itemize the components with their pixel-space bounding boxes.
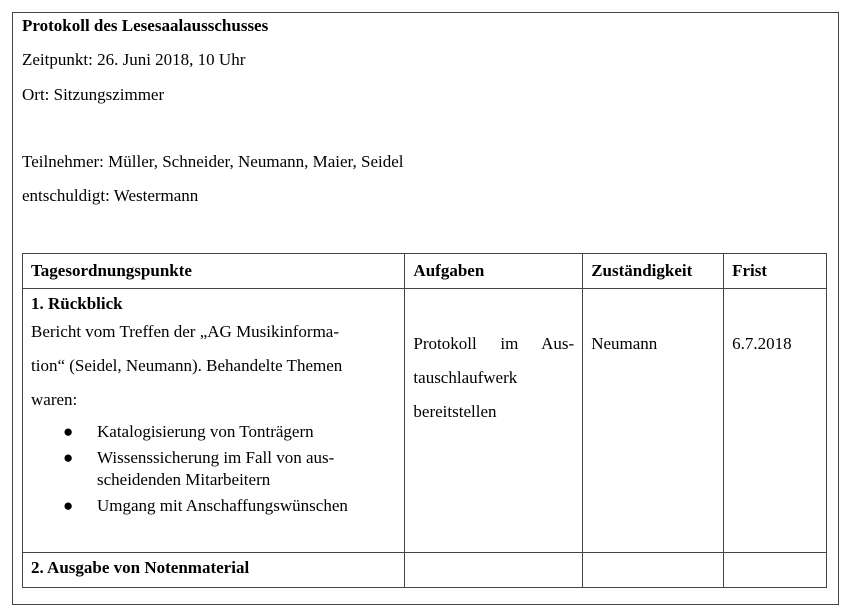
responsible-value: Neumann [591, 334, 658, 353]
meeting-location: Ort: Sitzungszimmer [22, 85, 165, 104]
responsible-cell [583, 553, 724, 588]
table-header-row [23, 254, 827, 289]
task-text-line: Protokoll im Aus- [413, 334, 575, 353]
meeting-time: Zeitpunkt: 26. Juni 2018, 10 Uhr [22, 50, 246, 69]
agenda-item-cell [23, 553, 405, 588]
table-row [23, 553, 827, 588]
column-header: Frist [724, 254, 827, 289]
task-cell [405, 553, 583, 588]
agenda-item-title: 1. Rückblick [31, 294, 123, 313]
column-header: Tagesordnungspunkte [23, 254, 405, 289]
agenda-item-text-line: tion“ (Seidel, Neumann). Behandelte Themen [31, 356, 343, 375]
excused: entschuldigt: Westermann [22, 186, 199, 205]
responsible-cell [583, 289, 724, 553]
task-text-line: tauschlaufwerk [413, 368, 518, 387]
list-item: ● Umgang mit Anschaffungswünschen [63, 496, 348, 515]
agenda-item-text-line: waren: [31, 390, 78, 409]
deadline-cell [724, 553, 827, 588]
agenda-item-title: 2. Ausgabe von Notenmaterial [31, 558, 250, 577]
column-header: Aufgaben [405, 254, 583, 289]
agenda-item-cell [23, 289, 405, 553]
topic-list [31, 419, 396, 519]
list-item: ● Katalogisierung von Tonträgern [63, 422, 314, 441]
agenda-item-text-line: Bericht vom Treffen der „AG Musikinforma- [31, 322, 339, 341]
column-header: Zuständigkeit [583, 254, 724, 289]
task-cell [405, 289, 583, 553]
deadline-value: 6.7.2018 [732, 334, 792, 353]
task-text-line: bereitstellen [413, 402, 497, 421]
participants: Teilnehmer: Müller, Schneider, Neumann, Maier, Seidel [22, 152, 404, 171]
deadline-cell [724, 289, 827, 553]
agenda-table [22, 253, 827, 588]
table-row [23, 289, 827, 553]
document-title: Protokoll des Lesesaalausschusses [22, 16, 269, 35]
list-item: ● Wissenssicherung im Fall von aus- scheidenden Mitarbeitern [63, 448, 335, 489]
